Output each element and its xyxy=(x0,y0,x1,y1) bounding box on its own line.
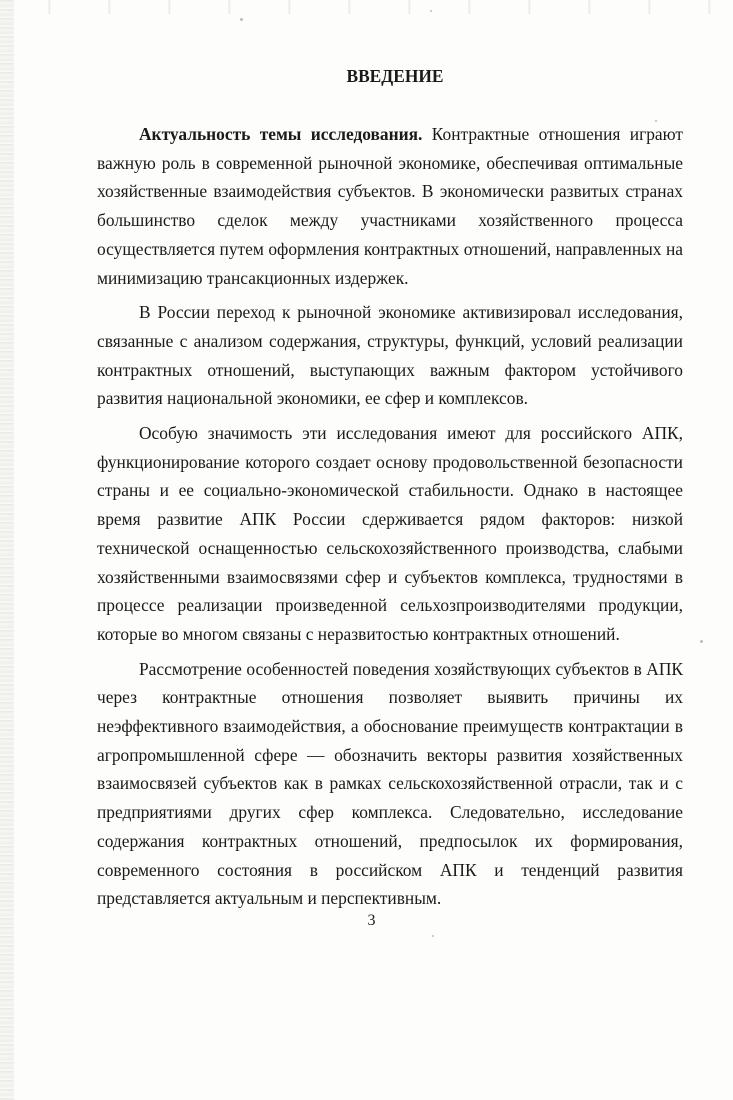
scan-speck xyxy=(432,935,434,937)
scan-speck xyxy=(240,18,243,21)
document-body xyxy=(97,62,683,919)
page-title: ВВЕДЕНИЕ xyxy=(346,66,444,86)
page-number: 3 xyxy=(367,912,376,929)
paragraph-relevance xyxy=(97,120,683,292)
paragraph-lead: Актуальность темы исследования. xyxy=(139,124,423,144)
scan-binding-edge xyxy=(0,0,14,1100)
scan-top-noise xyxy=(20,0,733,14)
scan-speck xyxy=(430,10,432,12)
scan-speck xyxy=(700,640,703,643)
paragraph-apk-significance: Особую значимость эти исследования имеют для российского АПК, функционирование которого создает основу продовольственной безопасности страны и ее социально-экономической стабильности. Однако в настоящее время развитие АПК России сдерживается рядом факторов: низкой технической оснащенностью сельскохозяйственного производства, слабыми хозяйственными взаимосвязями сфер и субъектов комплекса, трудностями в процессе реализации произведенной сельхозпроизводителями продукции, которые во многом связаны с неразвитостью контрактных отношений. xyxy=(97,423,683,644)
paragraph-text: Контрактные отношения играют важную роль в современной рыночной экономике, обеспечивая оптимальные хозяйственные взаимодействия субъектов. В экономически развитых странах большинство сделок между участниками хозяйственного процесса осуществляется путем оформления контрактных отношений, направленных на минимизацию трансакционных издержек. xyxy=(97,124,684,288)
paragraph-behavior-analysis: Рассмотрение особенностей поведения хозяйствующих субъектов в АПК через контрактные отношения позволяет выявить причины их неэффективного взаимодействия, а обоснование преимуществ контрактации в агропромышленной сфере — обозначить векторы развития хозяйственных взаимосвязей субъектов как в рамках сельскохозяйственной отрасли, так и с предприятиями других сфер комплекса. Следовательно, исследование содержания контрактных отношений, предпосылок их формирования, современного состояния в российском АПК и тенденций развития представляется актуальным и перспективным. xyxy=(97,658,683,909)
paragraph-russia-transition: В России переход к рыночной экономике активизировал исследования, связанные с анализом содержания, структуры, функций, условий реализации контрактных отношений, выступающих важным фактором устойчивого развития национальной экономики, ее сфер и комплексов. xyxy=(97,302,683,409)
